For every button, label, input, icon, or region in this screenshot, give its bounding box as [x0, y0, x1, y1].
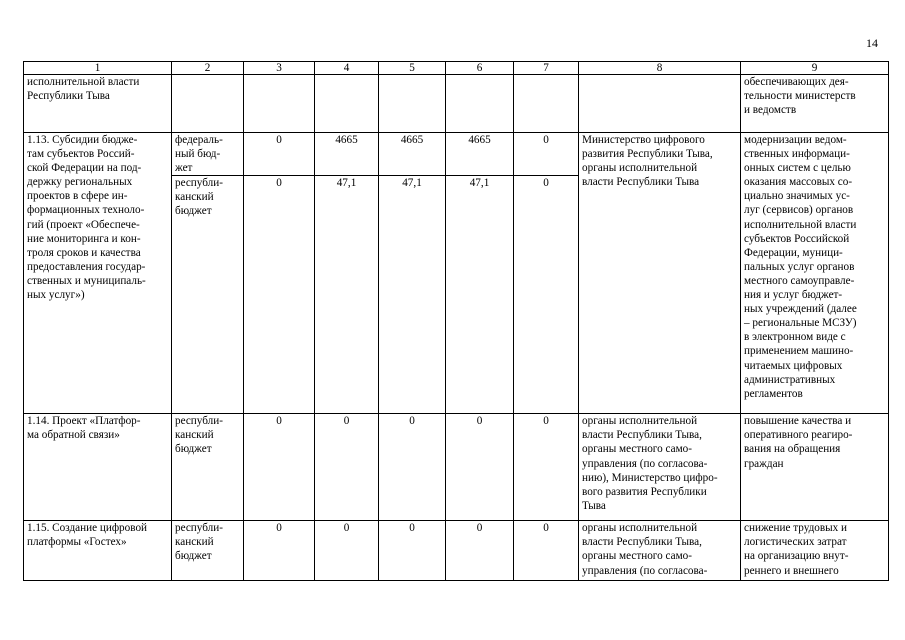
cell-value: 0 [244, 414, 315, 521]
cell-value: 0 [244, 176, 315, 414]
cell-event: 1.13. Субсидии бюдже- там субъектов Россий- ской Федерации на под- держку региональных проектов в сфере ин- формационных техноло- гий (проект «Обеспече- ние мониторинга и кон- троля сроков и качества предоставления государ- ственных и муниципаль- ных услуг») [24, 133, 172, 414]
cell-executor: органы исполнительной власти Республики Тыва, органы местного само- управления (по согласова- [579, 521, 741, 581]
table-row [24, 414, 889, 521]
cell-event: исполнительной власти Республики Тыва [24, 75, 172, 133]
cell-result: обеспечивающих дея- тельности министерств и ведомств [741, 75, 889, 133]
cell-value: 0 [379, 414, 446, 521]
cell-value: 0 [379, 521, 446, 581]
cell-value: 0 [315, 414, 379, 521]
column-header: 3 [244, 62, 315, 75]
column-header: 4 [315, 62, 379, 75]
cell-result: модернизации ведом- ственных информаци- онных систем с целью оказания массовых со- циально значимых ус- луг (сервисов) органов исполнительной власти субъектов Российской Федерации, муници- пальных услуг органов местного самоуправле- ния и услуг бюджет- ных учреждений (далее – региональные МСЗУ) в электронном виде с применением машино- читаемых цифровых административных регламентов [741, 133, 889, 414]
cell-value: 4665 [379, 133, 446, 176]
column-header: 6 [446, 62, 514, 75]
cell-value: 0 [446, 521, 514, 581]
cell-value [244, 75, 315, 133]
cell-value: 0 [244, 133, 315, 176]
cell-source: республи- канский бюджет [172, 414, 244, 521]
cell-source [172, 75, 244, 133]
table-row [24, 521, 889, 581]
cell-value [446, 75, 514, 133]
cell-value: 4665 [315, 133, 379, 176]
cell-result: повышение качества и оперативного реагиро- вания на обращения граждан [741, 414, 889, 521]
cell-value: 4665 [446, 133, 514, 176]
cell-value: 0 [446, 414, 514, 521]
table-header-row [24, 62, 889, 75]
page-number: 14 [866, 36, 878, 50]
cell-executor: органы исполнительной власти Республики Тыва, органы местного само- управления (по согласова- нию), Министерство цифро- вого развития Республики Тыва [579, 414, 741, 521]
cell-value: 0 [514, 133, 579, 176]
cell-executor [579, 75, 741, 133]
cell-value: 0 [514, 176, 579, 414]
cell-source: республи- канский бюджет [172, 521, 244, 581]
cell-value: 47,1 [315, 176, 379, 414]
cell-source: федераль- ный бюд- жет [172, 133, 244, 176]
column-header: 2 [172, 62, 244, 75]
column-header: 1 [24, 62, 172, 75]
cell-event: 1.14. Проект «Платфор- ма обратной связи» [24, 414, 172, 521]
column-header: 7 [514, 62, 579, 75]
cell-value [315, 75, 379, 133]
cell-source: республи- канский бюджет [172, 176, 244, 414]
cell-event: 1.15. Создание цифровой платформы «Гостех» [24, 521, 172, 581]
column-header: 9 [741, 62, 889, 75]
cell-value [514, 75, 579, 133]
table-row [24, 133, 889, 176]
cell-value [379, 75, 446, 133]
column-header: 5 [379, 62, 446, 75]
cell-value: 0 [514, 414, 579, 521]
cell-value: 0 [514, 521, 579, 581]
program-table [23, 61, 889, 581]
table-row [24, 75, 889, 133]
cell-value: 0 [244, 521, 315, 581]
cell-value: 47,1 [446, 176, 514, 414]
cell-result: снижение трудовых и логистических затрат на организацию внут- реннего и внешнего [741, 521, 889, 581]
cell-value: 0 [315, 521, 379, 581]
column-header: 8 [579, 62, 741, 75]
cell-value: 47,1 [379, 176, 446, 414]
cell-executor: Министерство цифрового развития Республики Тыва, органы исполнительной власти Республики Тыва [579, 133, 741, 414]
